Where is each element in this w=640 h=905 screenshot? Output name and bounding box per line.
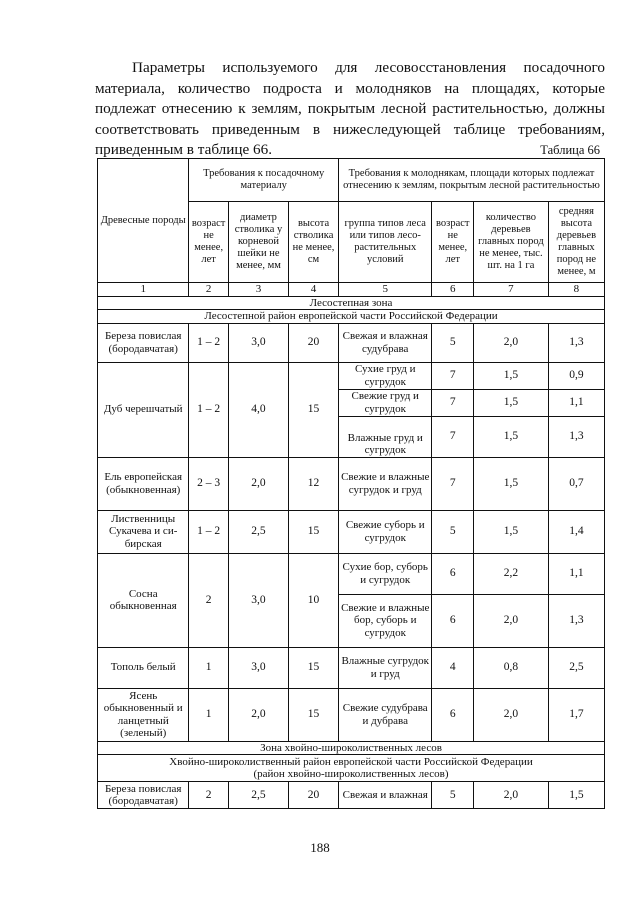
forest-type-cell: Влажные груд и сугрудок [339,416,432,457]
height-cell: 15 [289,362,339,457]
species-cell: Береза повислая (бородавчатая) [98,782,189,809]
col-number: 8 [548,283,604,297]
forest-type-cell: Влажные сугрудок и груд [339,647,432,688]
header-avg-height: средняя высота деревьев главных пород не менее, м [548,202,604,283]
height-cell: 15 [289,647,339,688]
age-cell: 2 [189,553,228,647]
age-young-cell: 7 [432,457,474,510]
count-cell: 1,5 [474,389,549,416]
col-number: 7 [474,283,549,297]
zone-title: Зона хвойно-широколиственных лесов [98,741,605,755]
diameter-cell: 2,0 [228,457,288,510]
column-number-row [98,283,605,297]
avg-height-cell: 1,1 [548,389,604,416]
age-cell: 1 – 2 [189,510,228,553]
age-young-cell: 5 [432,510,474,553]
region-title: Хвойно-широколиственный район европейской части Российской Федерации (район хвойно-широколиственных лесов) [98,755,605,782]
header-height: высота стволика не менее, см [289,202,339,283]
page-number: 188 [310,840,330,855]
count-cell: 2,2 [474,553,549,594]
table-row [98,688,605,741]
requirements-table [97,158,605,809]
forest-type-cell: Свежие и влажные бор, суборь и сугрудок [339,594,432,647]
count-cell: 1,5 [474,457,549,510]
age-young-cell: 5 [432,323,474,362]
avg-height-cell: 1,7 [548,688,604,741]
table-row [98,457,605,510]
col-number: 1 [98,283,189,297]
age-young-cell: 5 [432,782,474,809]
header-age: возраст не менее, лет [189,202,228,283]
age-young-cell: 7 [432,389,474,416]
forest-type-cell: Сухие груд и сугрудок [339,362,432,389]
avg-height-cell: 1,3 [548,594,604,647]
age-young-cell: 7 [432,416,474,457]
col-number: 4 [289,283,339,297]
forest-type-cell: Свежая и влажная судубрава [339,323,432,362]
count-cell: 2,0 [474,782,549,809]
age-cell: 2 [189,782,228,809]
species-cell: Дуб черешчатый [98,362,189,457]
forest-type-cell: Свежие и влажные сугрудок и груд [339,457,432,510]
table-row [98,510,605,553]
height-cell: 15 [289,688,339,741]
avg-height-cell: 1,3 [548,416,604,457]
count-cell: 2,0 [474,323,549,362]
species-cell: Ель европейская (обыкновенная) [98,457,189,510]
forest-type-cell: Свежая и влажная [339,782,432,809]
intro-paragraph: Параметры используемого для лесовосстановления посадочного материала, количество подроста и молодняков на площадях, которые подлежат отнесению к землям, покрытым лесной растительностью, должны соответствовать приведенным в нижеследующей таблице требованиям, приведенным в таблице 66. [95,59,605,158]
forest-type-cell: Свежие груд и сугрудок [339,389,432,416]
avg-height-cell: 2,5 [548,647,604,688]
forest-type-cell: Сухие бор, суборь и сугрудок [339,553,432,594]
header-row-1 [98,159,605,202]
species-cell: Ясень обыкновенный и ланцетный (зеленый) [98,688,189,741]
age-cell: 1 – 2 [189,323,228,362]
col-number: 3 [228,283,288,297]
height-cell: 20 [289,782,339,809]
count-cell: 1,5 [474,362,549,389]
count-cell: 1,5 [474,416,549,457]
header-forest-type: группа типов леса или типов лесо-растительных условий [339,202,432,283]
species-cell: Тополь белый [98,647,189,688]
forest-type-cell: Свежие суборь и сугрудок [339,510,432,553]
age-cell: 1 – 2 [189,362,228,457]
col-number: 2 [189,283,228,297]
zone-row [98,296,605,310]
age-young-cell: 6 [432,553,474,594]
count-cell: 1,5 [474,510,549,553]
forest-type-cell: Свежие судубрава и дубрава [339,688,432,741]
age-cell: 1 [189,688,228,741]
diameter-cell: 3,0 [228,323,288,362]
count-cell: 0,8 [474,647,549,688]
avg-height-cell: 1,1 [548,553,604,594]
age-young-cell: 6 [432,688,474,741]
zone-row [98,741,605,755]
height-cell: 12 [289,457,339,510]
height-cell: 15 [289,510,339,553]
height-cell: 20 [289,323,339,362]
avg-height-cell: 1,3 [548,323,604,362]
count-cell: 2,0 [474,688,549,741]
header-age-young: возраст не менее, лет [432,202,474,283]
avg-height-cell: 0,7 [548,457,604,510]
avg-height-cell: 1,5 [548,782,604,809]
count-cell: 2,0 [474,594,549,647]
age-young-cell: 7 [432,362,474,389]
table-row [98,323,605,362]
region-title: Лесостепной район европейской части Российской Федерации [98,310,605,324]
table-row [98,362,605,389]
header-planting-material: Требования к посадочному материалу [189,159,339,202]
diameter-cell: 2,0 [228,688,288,741]
age-young-cell: 6 [432,594,474,647]
table-caption: Таблица 66 [540,143,600,157]
avg-height-cell: 1,4 [548,510,604,553]
col-number: 5 [339,283,432,297]
table-row [98,553,605,594]
header-diameter: диаметр стволика у корневой шейки не менее, мм [228,202,288,283]
diameter-cell: 3,0 [228,553,288,647]
species-cell: Береза повислая (бородавчатая) [98,323,189,362]
header-species: Древесные породы [98,159,189,283]
species-cell: Сосна обыкновенная [98,553,189,647]
species-cell: Лиственницы Сукачева и си-бирская [98,510,189,553]
zone-title: Лесостепная зона [98,296,605,310]
col-number: 6 [432,283,474,297]
diameter-cell: 2,5 [228,510,288,553]
height-cell: 10 [289,553,339,647]
diameter-cell: 4,0 [228,362,288,457]
region-row [98,310,605,324]
age-young-cell: 4 [432,647,474,688]
header-young-stands: Требования к молоднякам, площади которых подлежат отнесению к землям, покрытым лесной растительностью [339,159,605,202]
age-cell: 1 [189,647,228,688]
diameter-cell: 3,0 [228,647,288,688]
region-row [98,755,605,782]
header-tree-count: количество деревьев главных пород не менее, тыс. шт. на 1 га [474,202,549,283]
table-row [98,782,605,809]
diameter-cell: 2,5 [228,782,288,809]
table-row [98,647,605,688]
age-cell: 2 – 3 [189,457,228,510]
avg-height-cell: 0,9 [548,362,604,389]
